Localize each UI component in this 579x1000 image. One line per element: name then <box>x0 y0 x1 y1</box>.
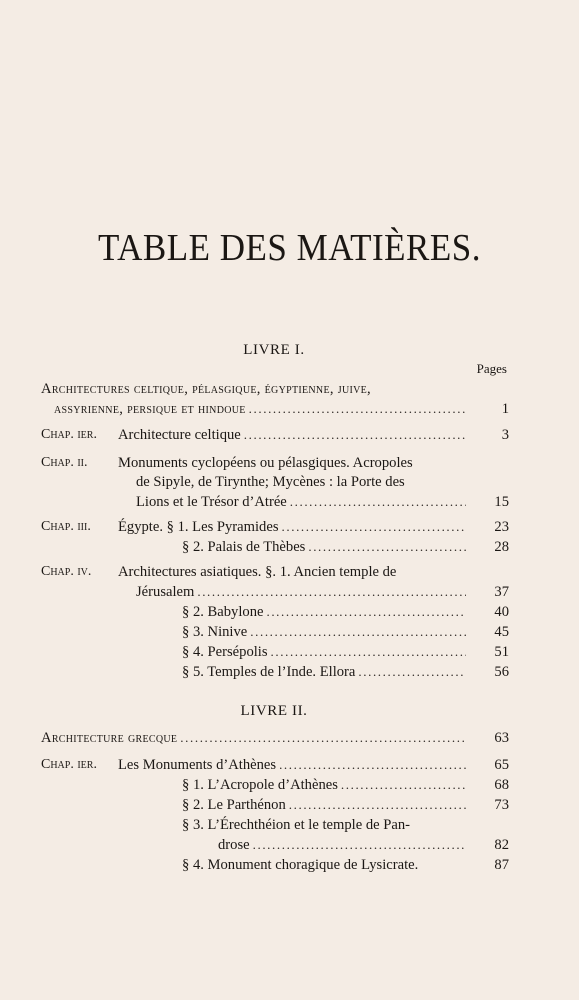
toc-entry-text: Architecture grecque <box>41 730 178 746</box>
toc-line <box>0 604 579 624</box>
dot-leader <box>358 664 466 680</box>
toc-entry-text: § 4. Monument choragique de Lysicrate. <box>182 857 419 873</box>
toc-line <box>0 381 579 401</box>
toc-line <box>0 474 579 494</box>
toc-entry-text: assyrienne, persique et hindoue <box>54 401 246 417</box>
page-number: 37 <box>494 584 509 600</box>
dot-leader <box>290 494 466 510</box>
dot-leader <box>244 427 466 443</box>
dot-leader <box>266 604 466 620</box>
dot-leader <box>308 539 466 555</box>
toc-line <box>0 757 579 777</box>
page-number: 23 <box>494 519 509 535</box>
page-number: 1 <box>501 401 509 417</box>
dot-leader <box>180 730 466 746</box>
toc-entry-text: § 1. L’Acropole d’Athènes <box>182 777 338 793</box>
dot-leader <box>197 584 466 600</box>
chapter-label: Chap. ii. <box>41 455 88 470</box>
toc-line <box>0 427 579 447</box>
toc-entry-text: § 2. Babylone <box>182 604 264 620</box>
page-number: 51 <box>494 644 509 660</box>
dot-leader <box>282 519 466 535</box>
toc-entry-text: § 2. Le Parthénon <box>182 797 286 813</box>
page-number: 28 <box>494 539 509 555</box>
dot-leader <box>253 837 466 853</box>
toc-line <box>0 664 579 684</box>
chapter-label: Chap. iii. <box>41 519 91 534</box>
toc-line <box>0 777 579 797</box>
toc-entry-text: Les Monuments d’Athènes <box>118 757 277 773</box>
toc-line <box>0 584 579 604</box>
toc-entry-text: de Sipyle, de Tirynthe; Mycènes : la Porte des <box>136 474 405 490</box>
toc-entry-text: Architecture celtique <box>118 427 241 443</box>
livre-1-heading: LIVRE I. <box>243 342 305 358</box>
toc-line <box>0 455 579 475</box>
page-number: 45 <box>494 624 509 640</box>
toc-entry-text: Jérusalem <box>136 584 195 600</box>
toc-line <box>0 797 579 817</box>
toc-entry-text: Architectures asiatiques. §. 1. Ancien temple de <box>118 564 397 580</box>
toc-line <box>0 730 579 750</box>
toc-entry-text: § 3. L’Érechthéion et le temple de Pan- <box>182 817 411 833</box>
toc-line <box>0 857 579 877</box>
page-number: 68 <box>494 777 509 793</box>
toc-line <box>0 644 579 664</box>
dot-leader <box>341 777 466 793</box>
toc-entry-text: Architectures celtique, pélasgique, égyptienne, juive, <box>41 381 371 397</box>
chapter-label: Chap. ier. <box>41 757 97 772</box>
toc-line <box>0 837 579 857</box>
page-number: 65 <box>494 757 509 773</box>
chapter-label: Chap. iv. <box>41 564 92 579</box>
dot-leader <box>271 644 466 660</box>
toc-entry-text: § 2. Palais de Thèbes <box>182 539 306 555</box>
toc-entry-text: § 5. Temples de l’Inde. Ellora <box>182 664 356 680</box>
chapter-label: Chap. ier. <box>41 427 97 442</box>
toc-line <box>0 401 579 421</box>
dot-leader <box>289 797 466 813</box>
page-number: 63 <box>494 730 509 746</box>
dot-leader <box>279 757 466 773</box>
page-title: TABLE DES MATIÈRES. <box>98 226 481 269</box>
toc-line <box>0 539 579 559</box>
page-number: 73 <box>494 797 509 813</box>
page-number: 40 <box>494 604 509 620</box>
toc-entry-text: Égypte. § 1. Les Pyramides <box>118 519 279 535</box>
dot-leader <box>249 401 466 417</box>
livre-2-heading: LIVRE II. <box>240 703 308 719</box>
page-number: 15 <box>494 494 509 510</box>
page-number: 56 <box>494 664 509 680</box>
toc-line <box>0 624 579 644</box>
page-number: 3 <box>501 427 509 443</box>
toc-line <box>0 494 579 514</box>
dot-leader <box>250 624 466 640</box>
page-number: 87 <box>494 857 509 873</box>
toc-line <box>0 519 579 539</box>
toc-entry-text: § 4. Persépolis <box>182 644 268 660</box>
toc-entry-text: Lions et le Trésor d’Atrée <box>136 494 287 510</box>
toc-entry-text: § 3. Ninive <box>182 624 248 640</box>
toc-line <box>0 817 579 837</box>
page-number: 82 <box>494 837 509 853</box>
toc-entry-text: drose <box>218 837 250 853</box>
pages-column-header: Pages <box>476 361 507 376</box>
toc-entry-text: Monuments cyclopéens ou pélasgiques. Acropoles <box>118 455 413 471</box>
toc-line <box>0 564 579 584</box>
